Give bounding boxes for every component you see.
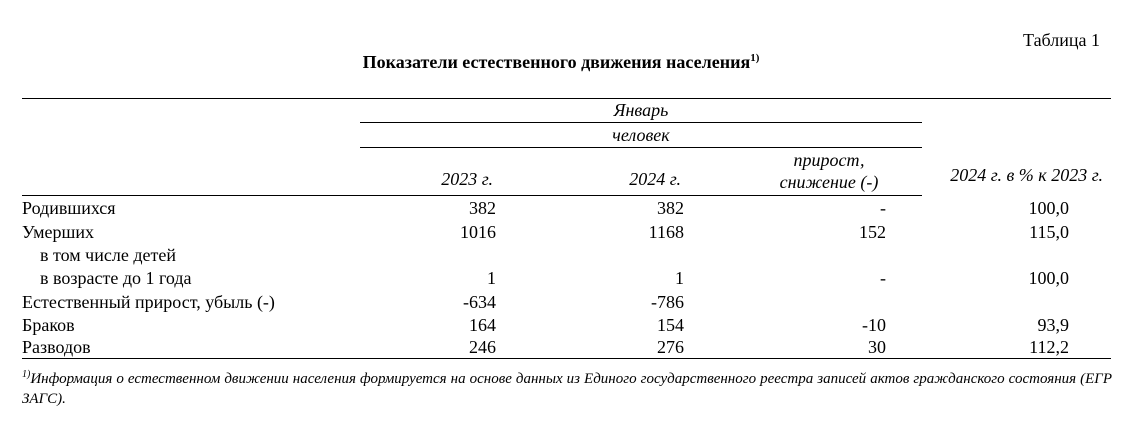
cell-2023: 1 [487, 267, 496, 288]
cell-2023: 246 [360, 336, 548, 359]
header-change-line2: снижение (-) [779, 172, 879, 192]
footnote-text: Информация о естественном движении населения формируется на основе данных из Единого государственного реестра записей актов гражданского состояния (ЕГР ЗАГС). [22, 371, 1112, 407]
footnote-mark: 1) [22, 369, 31, 380]
header-2023: 2023 г. [360, 148, 548, 196]
cell-percent [922, 243, 1111, 266]
row-label: Браков [22, 314, 75, 335]
cell-change: 152 [859, 221, 886, 242]
header-change [736, 148, 922, 196]
cell-2024: 382 [657, 197, 684, 218]
table-row [22, 313, 1111, 336]
cell-change [736, 243, 922, 266]
cell-change: - [880, 197, 886, 218]
table-row [22, 219, 1111, 243]
cell-2024: 1 [675, 267, 684, 288]
cell-change [736, 289, 922, 313]
cell-percent [922, 289, 1111, 313]
table-row [22, 336, 1111, 359]
cell-2023 [360, 243, 548, 266]
header-2024: 2024 г. [548, 148, 736, 196]
table-row [22, 196, 1111, 219]
cell-2023: 1016 [460, 221, 496, 242]
table-number: Таблица 1 [1023, 30, 1100, 50]
cell-change: 30 [736, 336, 922, 359]
header-unit: человек [360, 123, 922, 148]
header-row-period [22, 99, 1111, 123]
header-percent: 2024 г. в % к 2023 г. [950, 164, 1103, 185]
population-table [22, 98, 1111, 359]
cell-2024: 276 [548, 336, 736, 359]
cell-2024: 1168 [648, 221, 684, 242]
table-row [22, 289, 1111, 313]
row-label: Естественный прирост, убыль (-) [22, 291, 275, 312]
cell-2023: 164 [469, 314, 496, 335]
cell-change: - [880, 267, 886, 288]
header-change-line1: прирост, [793, 150, 865, 170]
header-period: Январь [360, 99, 922, 123]
table-title [0, 52, 1122, 73]
row-label: Родившихся [22, 197, 116, 218]
row-label: в том числе детей [40, 244, 176, 265]
table-row [22, 266, 1111, 289]
title-footnote-mark: 1) [750, 52, 760, 64]
cell-percent: 100,0 [1028, 267, 1069, 288]
cell-percent: 93,9 [1037, 314, 1069, 335]
row-label: Разводов [22, 336, 360, 359]
row-label: Умерших [22, 221, 95, 242]
table-row [22, 243, 1111, 266]
cell-2024: 154 [657, 314, 684, 335]
cell-percent: 115,0 [1029, 221, 1069, 242]
cell-2024 [548, 243, 736, 266]
table-title-text: Показатели естественного движения населения [362, 52, 751, 72]
cell-change: -10 [862, 314, 886, 335]
row-label: в возрасте до 1 года [40, 267, 192, 288]
cell-percent: 100,0 [1028, 197, 1069, 218]
cell-2024: -786 [651, 291, 684, 312]
cell-2023: 382 [469, 197, 496, 218]
cell-2023: -634 [463, 291, 496, 312]
footnote [22, 365, 1112, 409]
cell-percent: 112,2 [922, 336, 1111, 359]
